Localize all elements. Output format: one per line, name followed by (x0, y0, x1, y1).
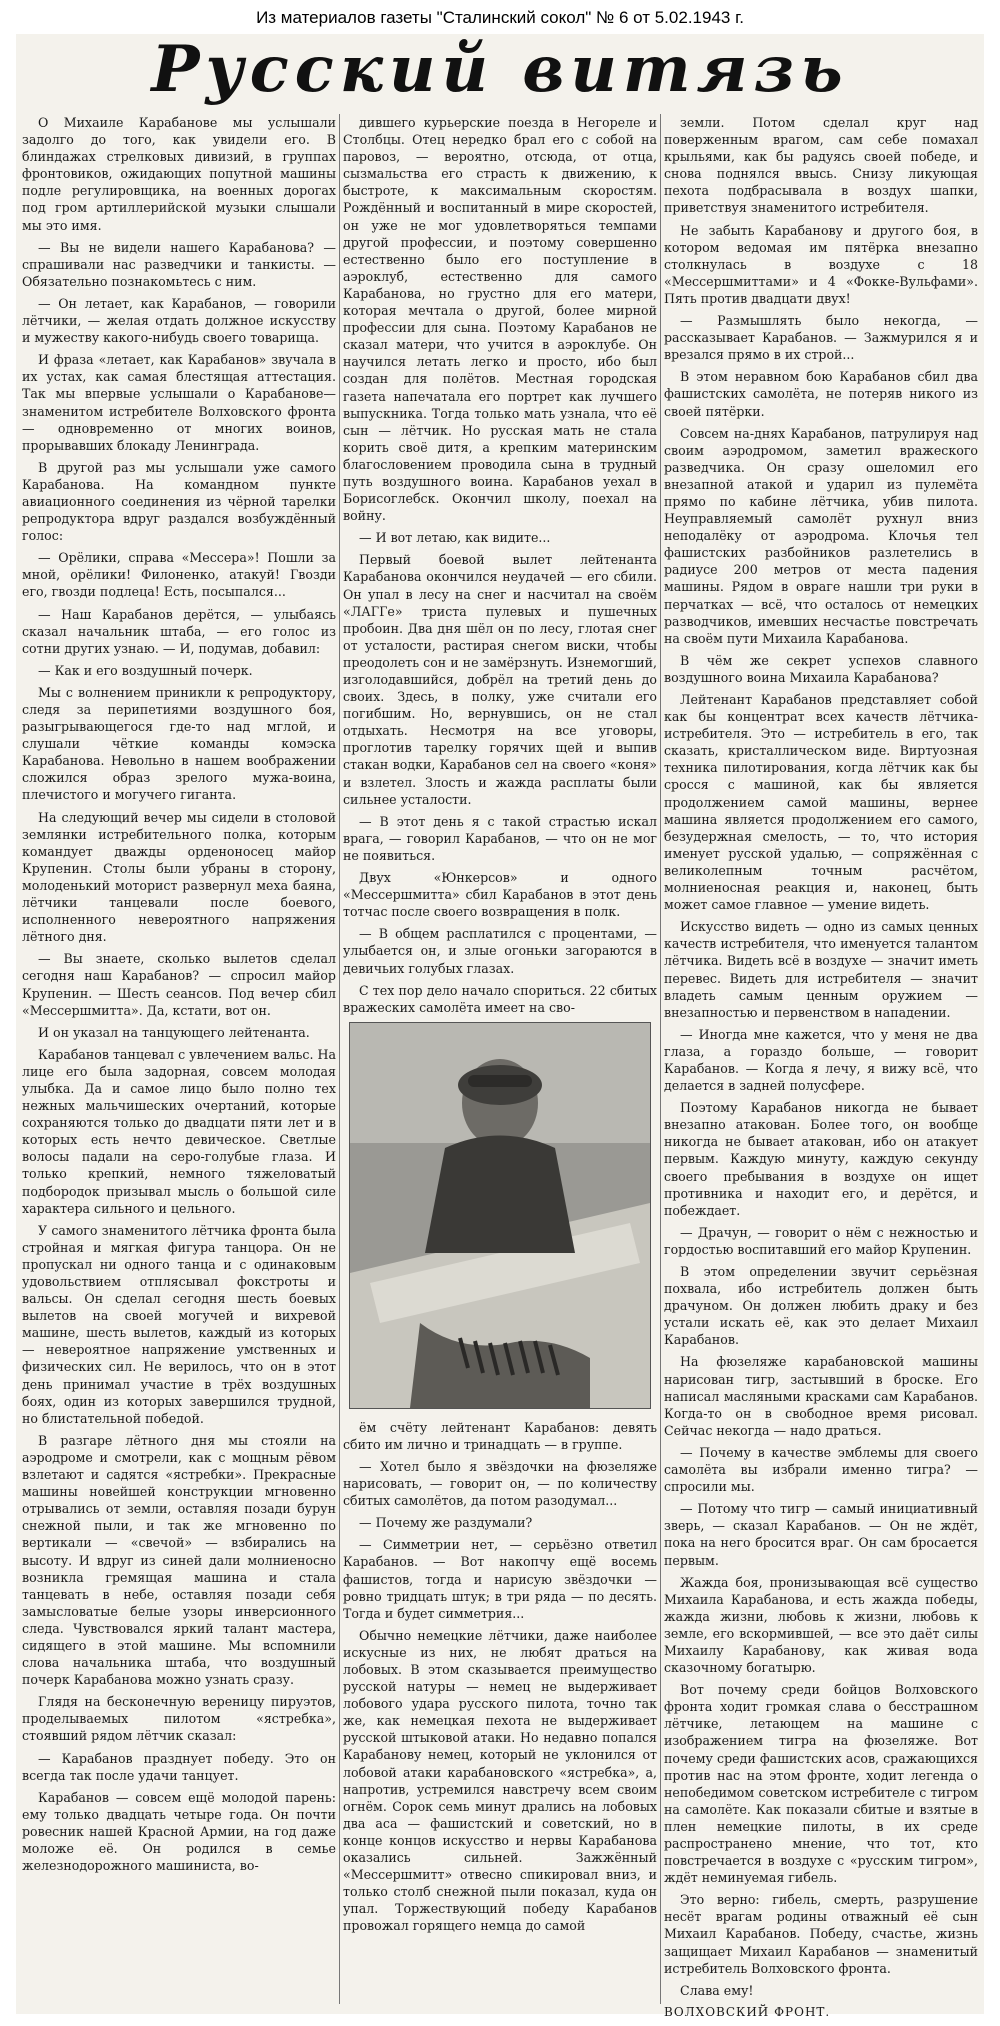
column-2-bottom (343, 1419, 657, 1935)
paragraph: Двух «Юнкерсов» и одного «Мессершмитта» сбил Карабанов в этот день тотчас после своего возвращения в полк. (343, 870, 657, 920)
paragraph: И он указал на танцующего лейтенанта. (38, 1024, 310, 1040)
paragraph: Поэтому Карабанов никогда не бывает внезапно атакован. Более того, он вообще никогда не бывает атакован, ибо он атакует первым. Каждую минуту, каждую секунду своего пребывания в воздухе он ищет противника и находит его, и дерётся, и побеждает. (664, 1100, 978, 1218)
paragraph: земли. Потом сделал круг над поверженным врагом, сам себе помахал крыльями, как бы радуясь своей победе, и снова поднялся ввысь. Снизу ликующая пехота подбрасывала в воздух шапки, приветствуя знаменитого истребителя. (664, 115, 978, 216)
article-columns (22, 114, 978, 2019)
paragraph: — Почему в качестве эмблемы для своего самолёта вы избрали именно тигра? — спросили мы. (664, 1444, 978, 1495)
paragraph: — Иногда мне кажется, что у меня не два глаза, а гораздо больше, — говорит Карабанов. — Когда я лечу, я вижу всё, что делается в задней полусфере. (664, 1026, 978, 1094)
paragraph: — В этот день я с такой страстью искал врага, — говорил Карабанов, — что он не мог не появиться. (343, 813, 657, 863)
paragraph: — Вы не видели нашего Карабанова? — спрашивали нас разведчики и танкисты. — Обязательно познакомьтесь с ним. (22, 239, 336, 289)
headline: Русский витязь (151, 32, 849, 107)
paragraph: — Драчун, — говорит о нём с нежностью и гордостью воспитавший его майор Крупенин. (664, 1224, 978, 1257)
paragraph: На фюзеляже карабановской машины нарисован тигр, застывший в броске. Его написал масляными красками сам Карабанов. Когда-то он в свободное время рисовал. Сейчас некогда — надо драться. (664, 1354, 978, 1438)
paragraph: — И вот летаю, как видите... (359, 530, 551, 546)
paragraph: Глядя на бесконечную вереницу пируэтов, проделываемых пилотом «ястребка», стоявший рядом лётчик сказал: (22, 1694, 336, 1744)
column-2-top (343, 114, 657, 1016)
paragraph: В этом неравном бою Карабанов сбил два фашистских самолёта, не потеряв никого из своей пятёрки. (664, 369, 978, 419)
paragraph: С тех пор дело начало спориться. 22 сбитых вражеских самолёта имеет на сво- (343, 982, 657, 1015)
paragraph: В чём же секрет успехов славного воздушного воина Михаила Карабанова? (664, 652, 978, 685)
paragraph: — Карабанов празднует победу. Это он всегда так после удачи танцует. (22, 1750, 336, 1783)
paragraph: Искусство видеть — одно из самых ценных качеств истребителя, что именуется талантом лётчика. Видеть всё в воздухе — значит иметь перевес. Видеть для истребителя — значит владеть самым ценным оружием — внезапностью и первенством в нападении. (664, 919, 978, 1020)
paragraph: — Наш Карабанов дерётся, — улыбаясь сказал начальник штаба, — его голос из сотни других узнаю. — И, подумав, добавил: (22, 606, 336, 656)
paragraph: — Почему же раздумали? (359, 1515, 533, 1531)
paragraph: — Размышлять было некогда, — рассказывает Карабанов. — Зажмурился я и врезался прямо в их строй... (664, 313, 978, 363)
paragraph: Карабанов — совсем ещё молодой парень: ему только двадцать четыре года. Он почти ровесник нашей Красной Армии, на год даже моложе её. Он родился в семье железнодорожного машиниста, во- (22, 1789, 336, 1874)
paragraph: — Как и его воздушный почерк. (38, 662, 253, 678)
paragraph: — Потому что тигр — самый инициативный зверь, — сказал Карабанов. — Он не ждёт, пока на него бросится враг. Он сам бросается первым. (664, 1501, 978, 1568)
paragraph: Это верно: гибель, смерть, разрушение несёт врагам родины отважный её сын Михаил Карабанов. Победу, счастье, жизнь защищает Михаил Карабанов — знаменитый истребитель Волховского фронта. (664, 1892, 978, 1976)
paragraph: И фраза «летает, как Карабанов» звучала в их устах, как самая блестящая аттестация. Так мы впервые услышали о Карабанове—знаменитом истребителе Волховского фронта — одновременно от многих воинов, прорывавших блокаду Ленинграда. (22, 352, 336, 453)
paragraph: Лейтенант Карабанов представляет собой как бы концентрат всех качеств лётчика-истребителя. Это — истребитель в его, так сказать, кристаллическом виде. Виртуозная техника пилотирования, когда лётчик как бы сросся с машиной, как бы является продолжением самой машины, вернее машина является продолжением его самого, безудержная смелость, — то, что история именует русской удалью, — сопряжённая с великолепным точным расчётом, молниеносная реакция и, наконец, быть может самое главное — умение видеть. (664, 692, 978, 913)
paragraph: Карабанов танцевал с увлечением вальс. На лице его была задорная, совсем молодая улыбка. Да и самое лицо было полно тех нежных мальчишеских очертаний, которые сохраняются только до двадцати пяти лет и в которых есть нечто девическое. Светлые волосы падали на серо-голубые глаза. И только крепкий, немного тяжеловатый подбородок призывал мысль о большой силе характера сильного и цельного. (22, 1046, 336, 1216)
paragraph: Совсем на-днях Карабанов, патрулируя над своим аэродромом, заметил вражеского разведчика. Он сразу ошеломил его внезапной атакой и ударил из пулемёта прямо по кабине лётчика, убив пилота. Неуправляемый самолёт рухнул вниз неподалёку от аэродрома. Клочья тел фашистских разбойников разлетелись в радиусе 200 метров от места падения машины. Рядом в овраге нашли три руки в перчатках — всё, что осталось от немецких разводчиков, имевших несчастье повстречать на своём пути Михаила Карабанова. (664, 425, 978, 646)
paragraph: — Орёлики, справа «Мессера»! Пошли за мной, орёлики! Филоненко, атакуй! Гвозди его, гвозди подлеца! Есть, посыпался... (22, 550, 336, 600)
paragraph: Обычно немецкие лётчики, даже наиболее искусные из них, не любят драться на лобовых. В этом сказывается преимущество русской натуры — немец не выдерживает лобового удара русского пилота, точно так же, как немецкая пехота не выдерживает русской штыковой атаки. Но недавно попался Карабанову немец, который не уклонился от лобовой атаки карабановского «ястребка», а, напротив, устремился навстречу всем своим огнём. Сорок семь минут дрались на лобовых два аса — фашистский и советский, но в конце концов искусство и нервы Карабанова оказались сильней. Зажжённый «Мессершмитт» отвесно спикировал вниз, и только столб снежной пыли показал, куда он упал. Торжествующий победу Карабанов провожал горящего немца до самой (343, 1627, 657, 1934)
paragraph: Вот почему среди бойцов Волховского фронта ходит громкая слава о бесстрашном лётчике, летающем на машине с изображением тигра на фюзеляже. Вот почему среди фашистских асов, сражающихся против нас на этом фронте, ходит легенда о непобедимом советском истребителе с тигром на самолёте. Как показали сбитые и взятые в плен немецкие пилоты, в их среде распространено мнение, что тот, кто повстречается в воздухе с «русским тигром», ждёт неминуемая гибель. (664, 1682, 978, 1886)
paragraph: — Симметрии нет, — серьёзно ответил Карабанов. — Вот накопчу ещё восемь фашистов, тогда и нарисую звёздочки — ровно тридцать штук; в три ряда — по десять. Тогда и будет симметрия... (343, 1537, 657, 1621)
paragraph: В этом определении звучит серьёзная похвала, ибо истребитель должен быть драчуном. Он должен любить драку и без устали искать её, как это делает Михаил Карабанов. (664, 1264, 978, 1348)
signature: ВОЛХОВСКИЙ ФРОНТ. (664, 2004, 831, 2019)
paragraph: — Вы знаете, сколько вылетов сделал сегодня наш Карабанов? — спросил майор Крупенин. — Шесть сеансов. Под вечер сбил «Мессершмитта». Да, кстати, вот он. (22, 951, 336, 1018)
source-line: Из материалов газеты "Сталинский сокол" № 6 от 5.02.1943 г. (256, 8, 744, 27)
paragraph: Жажда боя, пронизывающая всё существо Михаила Карабанова, и есть жажда победы, жажда жизни, любовь к жизни, любовь к земле, его вскормившей, — все это даёт силы Михаилу Карабанову, как живая вода сказочному богатырю. (664, 1574, 978, 1676)
paragraph: Не забыть Карабанову и другого боя, в котором ведомая им пятёрка внезапно столкнулась в воздухе с 18 «Мессершмиттами» и 4 «Фокке-Вульфами». Пять против двадцати двух! (664, 222, 978, 306)
paragraph: У самого знаменитого лётчика фронта была стройная и мягкая фигура танцора. Он не пропускал ни одного танца и с одинаковым удовольствием отплясывал фокстроты и вальсы. Он сделал сегодня шесть боевых вылетов на своей могучей и вихревой машине, шесть вылетов, каждый из которых — невероятное напряжение умственных и физических сил. Не верилось, что он в этот день принимал участие в трёх воздушных боях, один из которых завершился трудной, но блистательной победой. (22, 1222, 336, 1426)
column-3 (664, 114, 978, 2026)
paragraph: — Он летает, как Карабанов, — говорили лётчики, — желая отдать должное искусству и мужеству какого-нибудь своего товарища. (22, 295, 336, 346)
pilot-portrait-photo (349, 1022, 651, 1409)
newspaper-clipping (16, 32, 984, 2019)
paragraph: На следующий вечер мы сидели в столовой землянки истребительного полка, которым командует дважды орденоносец майор Крупенин. Столы были убраны в сторону, молоденький моторист развернул меха баяна, лётчики танцевали после боевого, исполненного невероятного напряжения лётного дня. (22, 809, 336, 945)
paragraph: О Михаиле Карабанове мы услышали задолго до того, как увидели его. В блиндажах стрелковых дивизий, в группах фронтовиков, ожидающих попутной машины подле регулировщика, на военных дорогах под гром артиллерийской музыки слышали мы это имя. (22, 115, 336, 233)
paragraph: дившего курьерские поезда в Негореле и Столбцы. Отец нередко брал его с собой на паровоз, — вероятно, отсюда, от отца, сызмальства его страсть к движению, к быстроте, к максимальным скоростям. Рождённый и воспитанный в мире скоростей, он уже не мог удовлетворяться темпами другой профессии, и поэтому совершенно естественно было его поступление в аэроклуб, естественно для самого Карабанова, но грустно для его матери, которая мечтала о другой, более мирной профессии для сына. Поэтому Карабанов не сказал матери, что учится в аэроклубе. Он научился летать легко и просто, ибо был создан для полётов. Местная городская газета напечатала его портрет как лучшего выпускника. Тогда только мать узнала, что её сын — лётчик. Но русская мать не стала корить своё дитя, а крепким материнским благословением проводила сына в трудный путь воздушного воина. Карабанов уехал в Борисоглебск. Окончил школу, поехал на войну. (343, 115, 657, 524)
paragraph: Мы с волнением приникли к репродуктору, следя за перипетиями воздушного боя, разыгрывающегося где-то над мглой, и слушали чёткие команды комэска Карабанова. Невольно в нашем воображении сложился образ зрелого мужа-воина, плечистого и могучего гиганта. (22, 684, 336, 803)
paragraph: ём счёту лейтенант Карабанов: девять сбито им лично и тринадцать — в группе. (343, 1419, 657, 1452)
paragraph: В разгаре лётного дня мы стояли на аэродроме и смотрели, как с мощным рёвом взлетают и садятся «ястребки». Прекрасные машины новейшей конструкции мгновенно отрывались от земли, оставляя позади бурун снежной пыли, и так же мгновенно по вертикали — «свечой» — взбирались на высоту. И вдруг из синей дали молниеносно возникла гремящая машина и стала танцевать в небе, оставляя позади себя замысловатые белые узоры инверсионного следа. Чувствовался яркий талант мастера, сидящего в этой машине. Мы вспомнили слова начальника штаба, что воздушный почерк Карабанова можно узнать сразу. (22, 1432, 336, 1688)
column-1 (22, 114, 336, 2026)
paragraph: Первый боевой вылет лейтенанта Карабанова окончился неудачей — его сбили. Он упал в лесу на снег и насчитал на своём «ЛАГГе» триста пулевых и пушечных пробоин. Два дня шёл он по лесу, глотая снег от усталости, растирая снегом виски, чтобы преодолеть сон и не замёрзнуть. Изнемогший, изголодавшийся, добрёл на третий день до своих. Здесь, в полку, уже считали его погибшим. Но, вернувшись, он не стал отдыхать. Несмотря на все уговоры, проглотив тарелку горячих щей и выпив стакан водки, Карабанов сел на своего «коня» и взлетел. Злость и жажда расплаты были сильнее усталости. (343, 552, 657, 807)
paragraph: — Хотел было я звёздочки на фюзеляже нарисовать, — говорит он, — по количеству сбитых самолётов, да потом разодумал... (343, 1458, 657, 1509)
column-2 (343, 114, 657, 2026)
paragraph: Слава ему! (680, 1982, 754, 1998)
paragraph: В другой раз мы услышали уже самого Карабанова. На командном пункте авиационного соединения из чёрной тарелки репродуктора вдруг раздался возбуждённый голос: (22, 459, 336, 544)
paragraph: — В общем расплатился с процентами, — улыбается он, и злые огоньки загораются в девичьих голубых глазах. (343, 926, 657, 976)
